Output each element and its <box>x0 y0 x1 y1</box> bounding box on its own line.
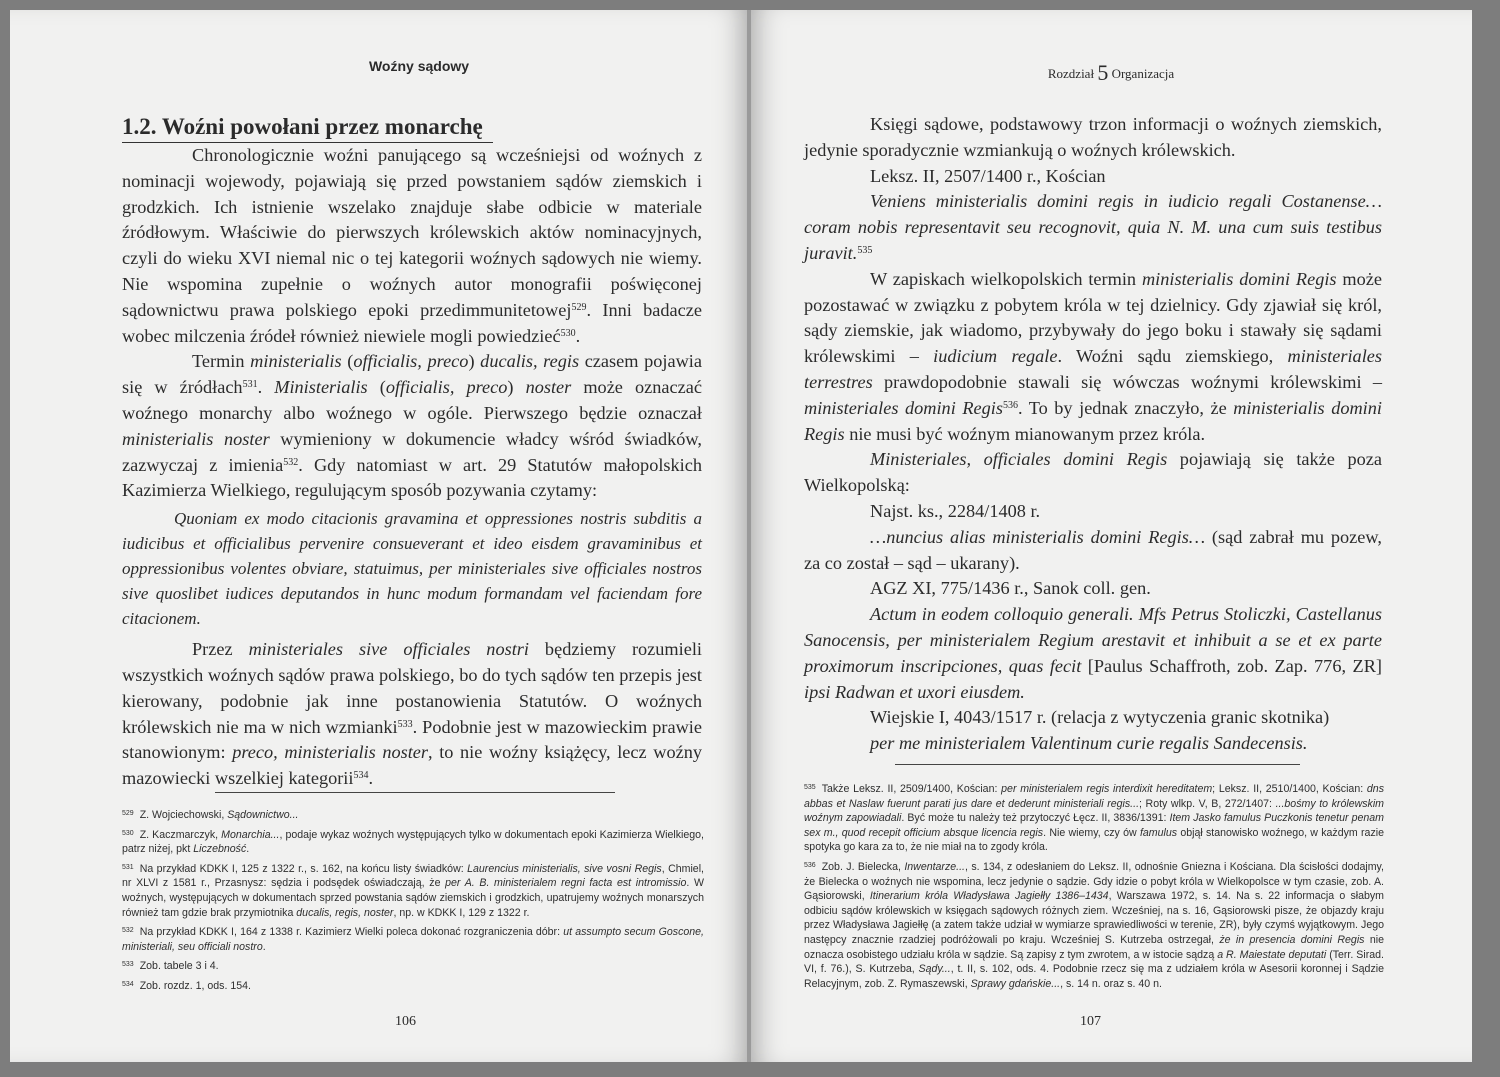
citation-nuncius: …nuncius alias ministerialis domini Regis… (sąd zabrał mu pozew, za co został – sąd – ukarany). <box>804 526 1382 573</box>
latin-citation-1: Veniens ministerialis domini regis in iudicio regali Costanense… coram nobis representavit seu recognovit, quia N. M. una cum suis testibus juravit.$^{535}$ <box>804 191 1382 263</box>
statute-quote: Quoniam ex modo citacionis gravamina et oppressiones nostris subditis a iudicibus et officialibus pervenire consueverant et ideo eisdem gravaminibus et oppressionibus volentes obviare, statuimus, per ministeriales sive officiales nostros sive quoslibet iudices deputandos in hunc modum formandam vel faciendam fore citacionem. <box>122 509 702 629</box>
footnote-divider-left <box>215 792 615 793</box>
paragraph-2: Termin ministerialis (officialis, preco) ducalis, regis czasem pojawia się w źródłach$^{531}$. Ministerialis (officialis, preco) noster może oznaczać woźnego monarchy albo woźnego w ogóle. Pierwszego będzie oznaczał ministerialis noster wymieniony w dokumencie władcy wśród świadków, zazwyczaj z imienia$^{532}$. Gdy natomiast w art. 29 Statutów małopolskich Kazimierza Wielkiego, regulującym sposób pozywania czytamy: <box>122 351 702 501</box>
section-title: 1.2. Woźni powołani przez monarchę <box>122 112 493 143</box>
paragraph-1: Chronologicznie woźni panującego są wcześniejsi od woźnych z nominacji wojewody, pojawiają się przed powstaniem sądów ziemskich i grodzkich. Ich istnienie wszelako znajduje słabe odbicie w materiale źródłowym. Właściwie do pierwszych królewskich aktów nominacyjnych, czyli do wieku XVI niemal nic o tej kategorii woźnych sądowych nie wiemy. Nie wspomina zupełnie o woźnych autor monografii poświęconej sądownictwu prawa polskiego epoki przedimmunitetowej$^{529}$. Inni badacze wobec milczenia źródeł również niewiele mogli powiedzieć$^{530}$. <box>122 145 702 346</box>
spine-gutter <box>747 10 751 1062</box>
source-ref-najst: Najst. ks., 2284/1408 r. <box>870 500 1041 521</box>
left-page <box>10 10 748 1062</box>
source-ref-leksz: Leksz. II, 2507/1400 r., Kościan <box>870 165 1106 186</box>
right-page <box>750 10 1472 1062</box>
footnote-ref-533[interactable]: 533 <box>397 718 413 730</box>
footnotes-left <box>122 808 704 999</box>
footnote-ref-531[interactable]: 531 <box>242 379 258 391</box>
footnote-ref-535[interactable]: 535 <box>857 244 873 256</box>
footnote-534: $^{534}$ Zob. rozdz. 1, ods. 154. <box>122 979 251 992</box>
footnote-ref-529[interactable]: 529 <box>571 301 587 313</box>
footnote-529: $^{529}$ Z. Wojciechowski, Sądownictwo... <box>122 809 299 821</box>
footnote-divider-right <box>895 764 1300 765</box>
page-number-left: 106 <box>395 1014 416 1029</box>
footnote-532: $^{532}$ Na przykład KDKK I, 164 z 1338 r. Kazimierz Wielki poleca dokonać rozgraniczenia dóbr: ut assumpto secum Goscone, ministeriali, seu officiali nostro. <box>122 926 705 953</box>
running-head-right: Rozdział 5 Organizacja <box>1047 60 1175 85</box>
footnote-ref-532[interactable]: 532 <box>283 456 299 468</box>
right-main-text <box>804 112 1382 757</box>
paragraph-r5: Ministeriales, officiales domini Regis pojawiają się także poza Wielkopolską: <box>804 449 1382 496</box>
left-main-text <box>122 112 702 792</box>
footnotes-right <box>804 782 1384 996</box>
paragraph-3: Przez ministeriales sive officiales nostri będziemy rozumieli wszystkich woźnych sądów prawa polskiego, bo do tych sądów ten przepis jest kierowany, podobnie jak inne postanowienia Statutów. O woźnych królewskich nie ma w nich wzmianki$^{533}$. Podobnie jest w mazowieckim prawie stanowionym: preco, ministerialis noster, to nie woźny książęcy, lecz woźny mazowiecki wszelkiej kategorii$^{534}$. <box>122 639 703 789</box>
latin-citation-3: per me ministerialem Valentinum curie regalis Sandecensis. <box>870 733 1308 754</box>
footnote-533: $^{533}$ Zob. tabele 3 i 4. <box>122 960 219 973</box>
footnote-530: $^{530}$ Z. Kaczmarczyk, Monarchia..., podaje wykaz woźnych występujących tylko w dokumentach epoki Kazimierza Wielkiego, patrz niżej, pkt Liczebność. <box>122 828 704 856</box>
source-ref-wiejskie: Wiejskie I, 4043/1517 r. (relacja z wytyczenia granic skotnika) <box>870 707 1330 728</box>
page-number-right: 107 <box>1080 1014 1101 1029</box>
footnote-536: $^{536}$ Zob. J. Bielecka, Inwentarze..., s. 134, z odesłaniem do Leksz. II, odnośnie Gniezna i Kościana. Dla ścisłości dodajmy, że Bielecka o woźnych nie wspomina, lecz jedynie o sądzie. Gdy idzie o pobyt króla w Wielkopolsce w tym czasie, zob. A. Gąsiorowski, Itinerarium króla Władysława Jagiełły 1386–1434, Warszawa 1972, s. 14. Na s. 22 informacja o słabym odbiciu sądów królewskich w księgach sądowych różnych ziem. Wcześniej, na s. 16, Gąsiorowski pisze, że objazdy kraju przez Władysława Jagiełłę (a zatem także udział w wymiarze sprawiedliwości w terenie, ZR), były czymś wyjątkowym. Jego następcy znacznie rzadziej podróżowali po kraju. Wcześniej S. Kutrzeba ostrzegał, że in presencia domini Regis nie oznacza osobistego udziału króla w sądzie. Są zapisy z tym zwrotem, a w istocie sądzą a R. Maiestate deputati (Terr. Sirad. VI, f. 76.), S. Kutrzeba, Sądy..., t. II, s. 102, ods. 4. Podobnie rzecz się ma z udziałem króla w Asesorii koronnej i Sądzie Relacyjnym, zob. Z. Rymaszewski, Sprawy gdańskie..., s. 14 n. oraz s. 40 n. <box>804 860 1384 990</box>
source-ref-agz: AGZ XI, 775/1436 r., Sanok coll. gen. <box>870 578 1151 599</box>
latin-citation-2: Actum in eodem colloquio generali. Mfs Petrus Stoliczki, Castellanus Sanocensis, per ministerialem Regium arestavit et inhibuit a se et ex parte proximorum inscripciones, quas fecit [Paulus Schaffroth, zob. Zap. 776, ZR] ipsi Radwan et uxori eiusdem. <box>804 604 1382 702</box>
footnote-535: $^{535}$ Także Leksz. II, 2509/1400, Kościan: per ministerialem regis interdixit hereditatem; Leksz. II, 2510/1400, Kościan: dns abbas et Naslaw fuerunt parati jus dare et dederunt ministeriali regis...; Roty wlkp. V, B, 272/1407: ...bośmy to królewskim woźnym zapowiadali. Być może tu należy też przytoczyć Łęcz. II, 3836/1391: Item Jasko famulus Puczkonis tenetur penam sex m., quod recepit officium absque licencia regis. Nie wiemy, czy ów famulus objął stanowisko woźnego, w każdym razie spotyka go kara za to, że nie miał na to zgody króla. <box>804 783 1385 854</box>
paragraph-r4: W zapiskach wielkopolskich termin ministerialis domini Regis może pozostawać w związku z pobytem króla w tej dzielnicy. Gdy zjawiał się król, sądy ziemskie, jak wiadomo, przybywały do jego boku i stawały się sądami królewskimi – iudicium regale. Woźni sądu ziemskiego, ministeriales terrestres prawdopodobnie stawali się wówczas woźnymi królewskimi – ministeriales domini Regis$^{536}$. To by jednak znaczyło, że ministerialis domini Regis nie musi być woźnym mianowanym przez króla. <box>804 268 1383 444</box>
running-head-left: Woźny sądowy <box>368 58 470 74</box>
footnote-ref-530[interactable]: 530 <box>560 327 576 339</box>
footnote-ref-534[interactable]: 534 <box>353 770 369 782</box>
paragraph-r1: Księgi sądowe, podstawowy trzon informacji o woźnych ziemskich, jedynie sporadycznie wzmiankują o woźnych królewskich. <box>804 114 1382 160</box>
footnote-531: $^{531}$ Na przykład KDKK I, 125 z 1322 r., s. 162, na końcu listy świadków: Laurencius ministerialis, sive vosni Regis, Chmiel, nr XLVI z 1581 r., Przasnysz: sędzia i podsędek oświadczają, że per A. B. ministerialem regni facta est intromissio. W woźnych, występujących w dokumentach sprzed powstania sądów ziemskich i grodzkich, upatrujemy woźnych monarszych również tam gdzie brak przymiotnika ducalis, regis, noster, np. w KDKK I, 129 z 1322 r. <box>122 862 704 919</box>
footnote-ref-536[interactable]: 536 <box>1002 399 1018 411</box>
